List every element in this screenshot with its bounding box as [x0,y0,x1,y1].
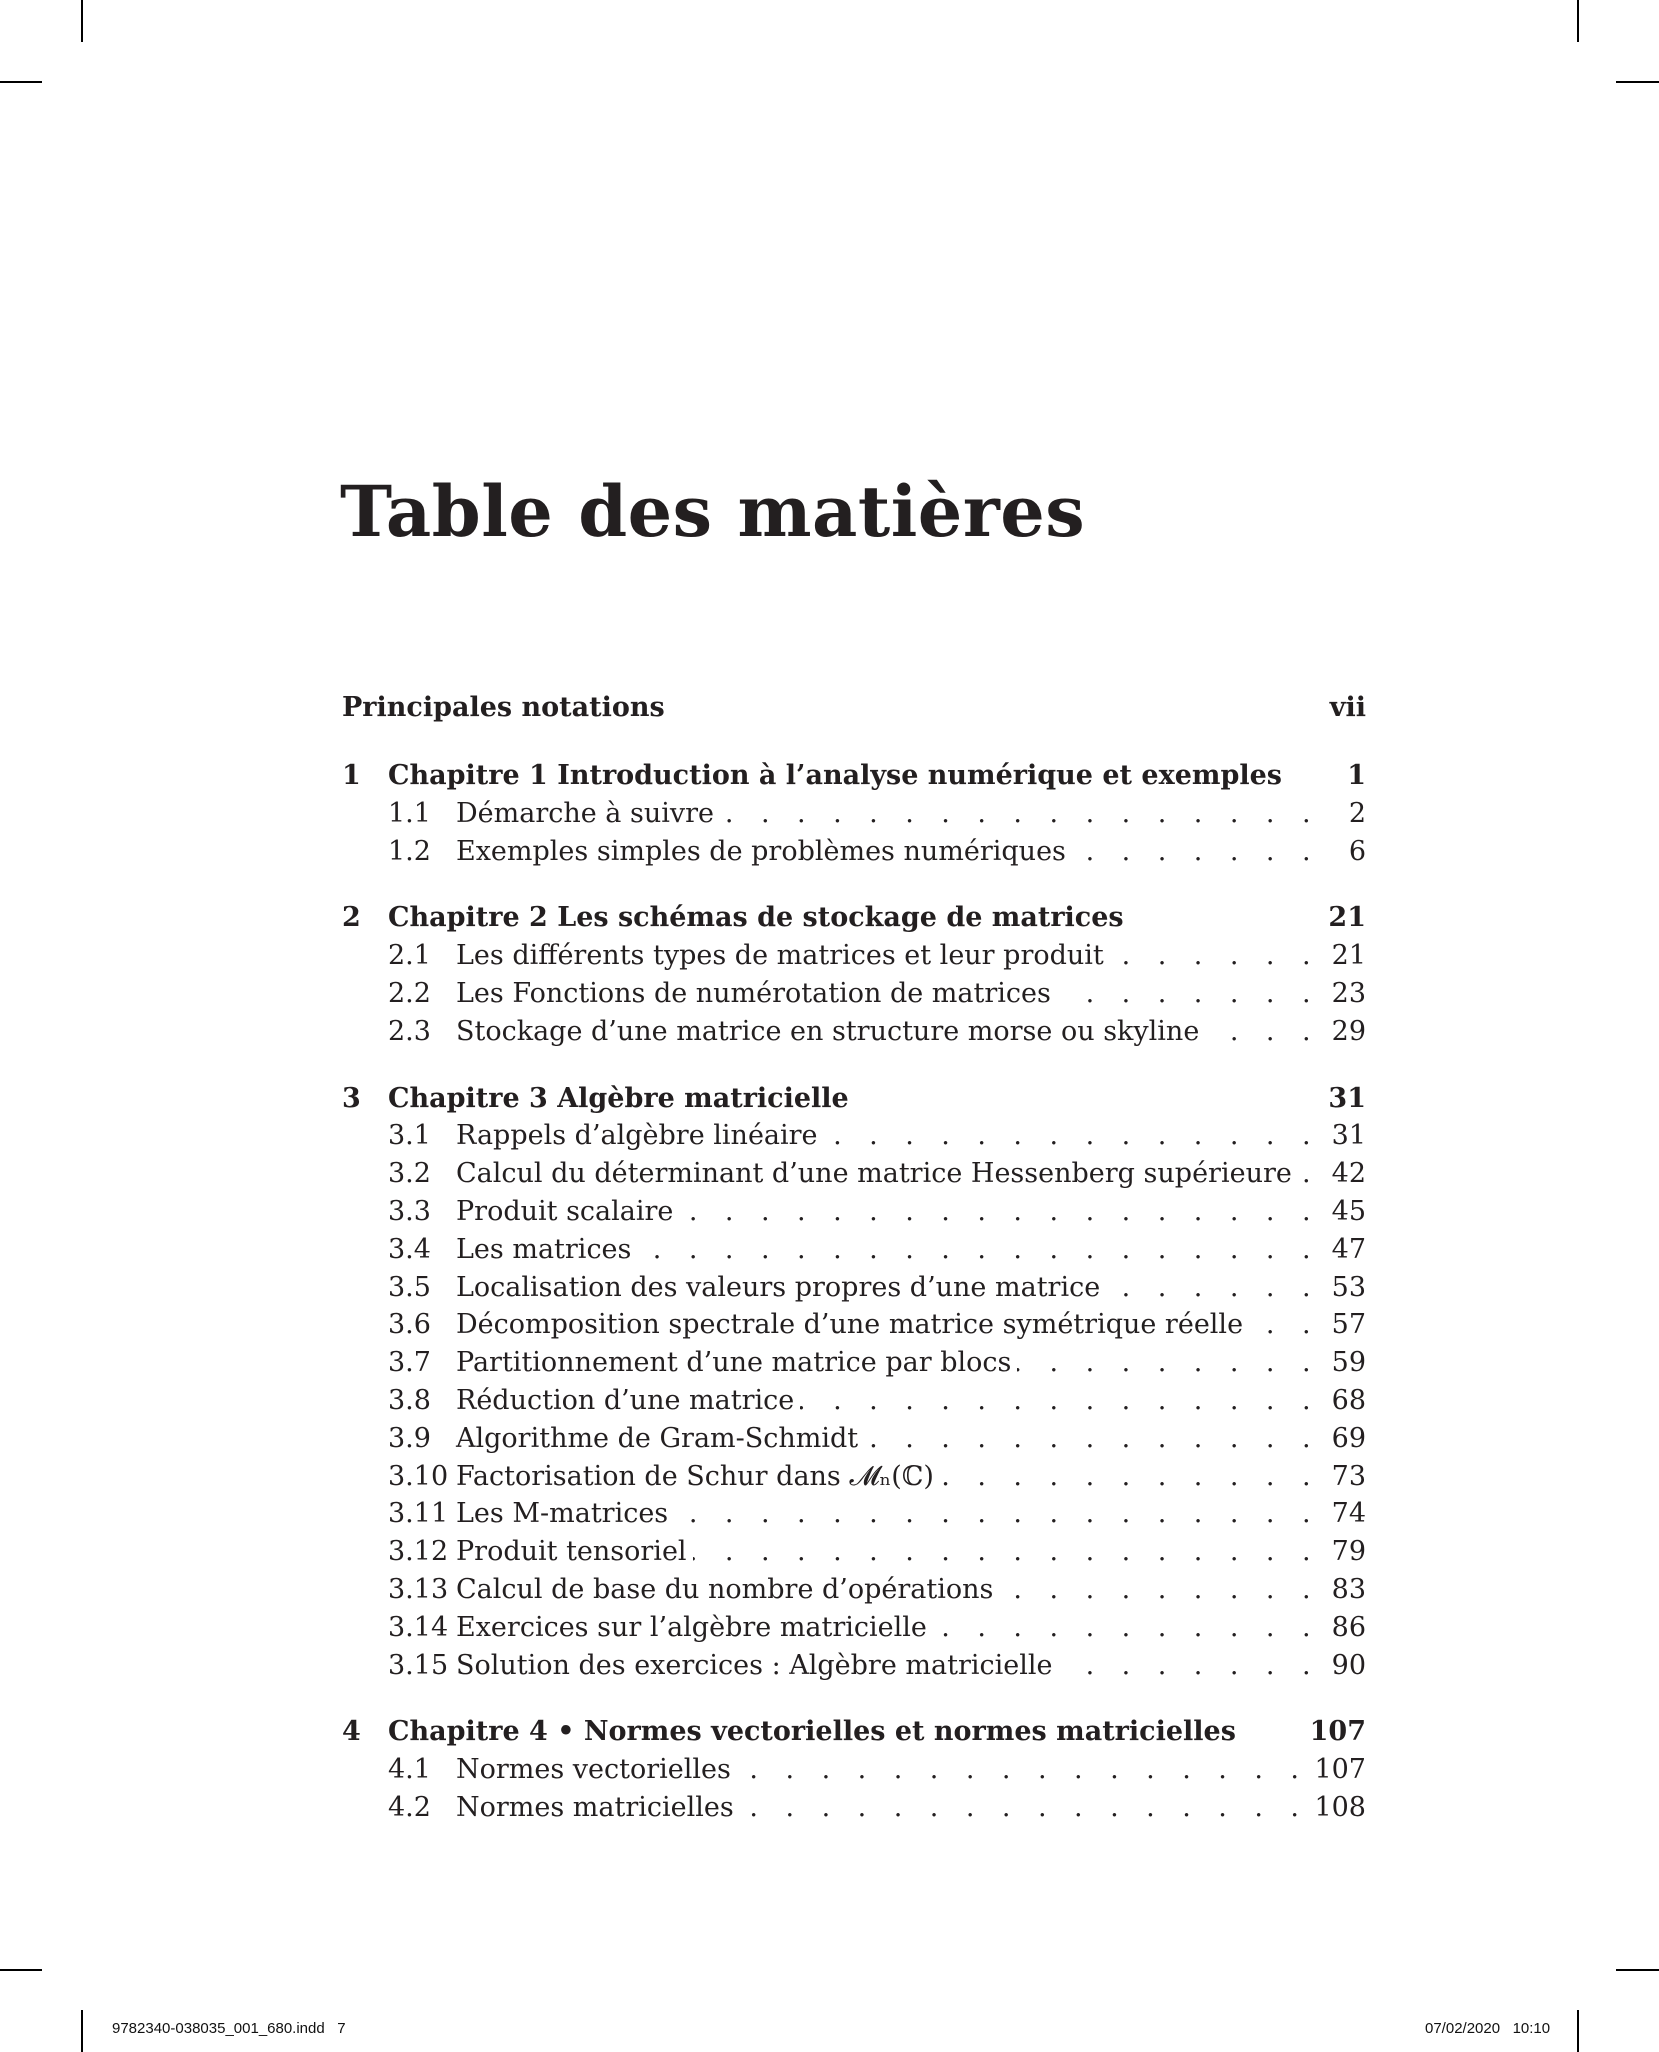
toc-section-3-3[interactable] [342,1196,1366,1234]
toc-section-3-12[interactable] [342,1536,1366,1574]
section-title: Décomposition spectrale d’une matrice symétrique réelle [456,1309,1244,1341]
crop-mark-top-right-vertical [1577,0,1579,42]
dot-leader [1110,940,1320,971]
dot-leader [1205,1016,1320,1047]
section-title: Réduction d’une matrice [456,1385,795,1416]
section-number: 2.1 [388,940,431,972]
toc-section-3-8[interactable] [342,1385,1366,1423]
section-number: 3.3 [388,1196,431,1227]
toc-section-1-2[interactable] [342,836,1366,874]
section-number: 3.10 [388,1460,449,1492]
section-page: 6 [1348,835,1366,867]
toc-section-3-7[interactable] [342,1347,1366,1385]
toc-section-4-2[interactable] [342,1792,1366,1830]
section-number: 4.1 [388,1754,431,1786]
section-title: Solution des exercices : Algèbre matricielle [456,1649,1053,1681]
section-number: 2.3 [388,1015,431,1047]
section-page: 68 [1331,1385,1366,1416]
toc-section-3-13[interactable] [342,1574,1366,1612]
toc-section-3-4[interactable] [342,1234,1366,1272]
section-number: 1.2 [388,835,431,867]
section-title: Les différents types de matrices et leur produit [456,940,1104,972]
chapter-title: Chapitre 3 Algèbre matricielle [388,1082,849,1114]
dot-leader [864,1423,1320,1454]
dot-leader [1017,1347,1320,1378]
section-page: 83 [1331,1574,1366,1605]
section-page: 90 [1331,1649,1366,1681]
toc-chapter-2[interactable] [342,902,1366,940]
toc-section-3-1[interactable] [342,1120,1366,1158]
section-page: 53 [1331,1271,1366,1303]
dot-leader [1249,1309,1320,1340]
section-title: Démarche à suivre [456,797,715,829]
section-number: 3.9 [388,1422,431,1454]
crop-mark-top-left-horizontal [0,81,42,83]
dot-leader [999,1574,1320,1605]
section-page: 69 [1331,1422,1366,1454]
crop-mark-bottom-right-horizontal [1616,1969,1659,1971]
section-number: 3.14 [388,1611,449,1643]
chapter-number: 3 [342,1082,361,1114]
section-title: Les M-matrices [456,1498,669,1530]
section-number: 3.1 [388,1120,431,1152]
chapter-number: 2 [342,902,361,934]
dot-leader [679,1196,1320,1227]
section-title: Localisation des valeurs propres d’une matrice [456,1271,1101,1303]
chapter-page: 107 [1309,1716,1366,1748]
section-title: Algorithme de Gram-Schmidt [456,1422,859,1454]
toc-chapter-1[interactable] [342,760,1366,798]
crop-mark-top-right-horizontal [1616,81,1659,83]
toc-section-3-5[interactable] [342,1272,1366,1310]
section-number: 3.13 [388,1574,449,1605]
crop-mark-bottom-right-vertical [1577,2010,1579,2052]
toc-section-3-9[interactable] [342,1423,1366,1461]
section-title: Partitionnement d’une matrice par blocs [456,1347,1012,1379]
chapter-number: 1 [342,760,361,791]
section-title: Stockage d’une matrice en structure morse ou skyline [456,1015,1200,1047]
section-page: 59 [1331,1347,1366,1379]
section-page: 2 [1348,797,1366,829]
chapter-number: 4 [342,1716,361,1748]
section-number: 3.7 [388,1347,431,1379]
section-page: 23 [1331,978,1366,1009]
section-page: 108 [1314,1792,1366,1823]
section-title: Exercices sur l’algèbre matricielle [456,1611,927,1643]
toc-section-3-15[interactable] [342,1650,1366,1688]
dot-leader [740,1792,1309,1823]
toc-section-4-1[interactable] [342,1754,1366,1792]
toc-section-3-2[interactable] [342,1158,1366,1196]
section-title: Les Fonctions de numérotation de matrices [456,978,1051,1009]
section-page: 42 [1331,1158,1366,1190]
dot-leader [940,1461,1320,1492]
page-title: Table des matières [340,470,1086,553]
section-number: 3.8 [388,1385,431,1416]
toc-section-1-1[interactable] [342,798,1366,836]
toc-section-2-1[interactable] [342,940,1366,978]
dot-leader [1298,1158,1320,1189]
crop-mark-top-left-vertical [81,0,83,42]
section-number: 3.5 [388,1271,431,1303]
toc-chapter-3[interactable] [342,1083,1366,1121]
toc-section-3-11[interactable] [342,1498,1366,1536]
section-number: 3.12 [388,1536,449,1568]
section-page: 74 [1331,1498,1366,1530]
section-number: 3.11 [388,1498,449,1530]
dot-leader [1057,978,1320,1009]
section-page: 57 [1331,1309,1366,1341]
chapter-title: Chapitre 1 Introduction à l’analyse numérique et exemples [388,760,1282,791]
toc-section-3-14[interactable] [342,1612,1366,1650]
dot-leader [800,1385,1320,1416]
dot-leader [674,1498,1320,1529]
slug-file-info: 9782340-038035_001_680.indd 7 [112,2020,346,2037]
section-number: 3.6 [388,1309,431,1341]
crop-mark-bottom-left-vertical [81,2010,83,2052]
dot-leader [1072,836,1320,867]
section-title: Calcul de base du nombre d’opérations [456,1574,994,1605]
section-title: Normes matricielles [456,1792,734,1823]
toc-chapter-4[interactable] [342,1716,1366,1754]
section-number: 3.4 [388,1233,431,1265]
toc-entry-label: Principales notations [342,692,665,723]
section-title: Produit scalaire [456,1196,674,1227]
crop-mark-bottom-left-horizontal [0,1969,42,1971]
section-page: 45 [1331,1196,1366,1227]
dot-leader [1106,1272,1320,1303]
section-page: 29 [1331,1015,1366,1047]
chapter-page: 21 [1328,902,1366,934]
section-page: 79 [1331,1536,1366,1568]
section-page: 47 [1331,1233,1366,1265]
chapter-title: Chapitre 4 • Normes vectorielles et normes matricielles [388,1716,1236,1748]
section-page: 86 [1331,1611,1366,1643]
section-number: 1.1 [388,797,431,829]
section-number: 3.2 [388,1158,431,1190]
dot-leader [693,1536,1320,1567]
dot-leader [637,1234,1320,1265]
toc-entry-page: vii [1329,692,1366,723]
section-title: Calcul du déterminant d’une matrice Hessenberg supérieure [456,1158,1292,1190]
slug-datetime: 07/02/2020 10:10 [1425,2020,1551,2037]
dot-leader [933,1612,1320,1643]
chapter-page: 31 [1328,1082,1366,1114]
section-page: 73 [1331,1460,1366,1492]
dot-leader [824,1120,1320,1151]
dot-leader [720,798,1320,829]
chapter-title: Chapitre 2 Les schémas de stockage de matrices [388,902,1124,934]
section-number: 4.2 [388,1792,431,1823]
section-number: 2.2 [388,978,431,1009]
section-page: 31 [1331,1120,1366,1152]
dot-leader [1058,1650,1320,1681]
section-title: Produit tensoriel [456,1536,687,1568]
toc-section-2-3[interactable] [342,1016,1366,1054]
toc-section-2-2[interactable] [342,978,1366,1016]
section-title: Normes vectorielles [456,1754,731,1786]
section-title: Les matrices [456,1233,632,1265]
section-title: Exemples simples de problèmes numériques [456,835,1066,867]
section-page: 21 [1331,940,1366,972]
chapter-page: 1 [1347,760,1366,791]
section-title: Factorisation de Schur dans 𝓜ₙ(ℂ) [456,1460,934,1492]
toc-entry-principales-notations[interactable] [342,692,1366,730]
section-number: 3.15 [388,1649,449,1681]
dot-leader [737,1754,1309,1785]
section-title: Rappels d’algèbre linéaire [456,1120,818,1152]
toc-section-3-6[interactable] [342,1309,1366,1347]
section-page: 107 [1314,1754,1366,1786]
toc-section-3-10[interactable] [342,1461,1366,1499]
